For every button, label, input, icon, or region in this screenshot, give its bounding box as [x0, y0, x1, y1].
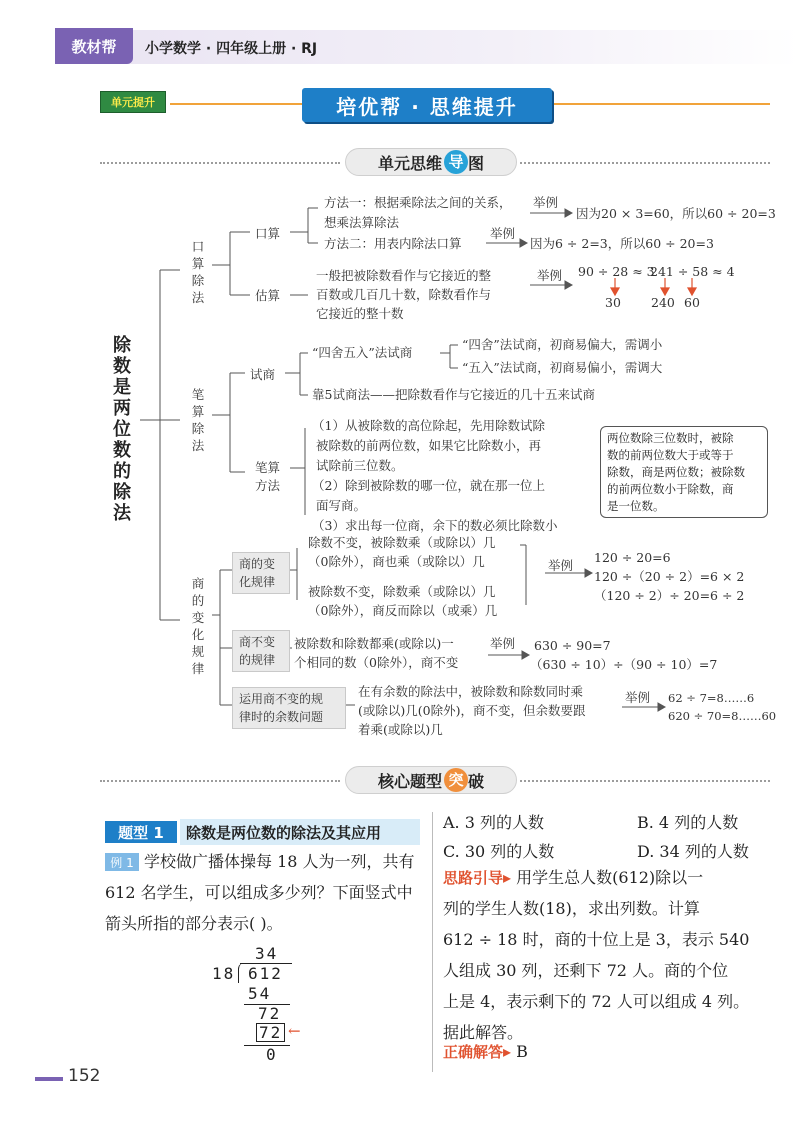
change-char-1: 商 — [191, 576, 205, 591]
guide-label: 思路引导 — [443, 869, 504, 887]
root-char-5: 位 — [113, 419, 131, 440]
question-line2: 612 名学生，可以组成多少列？下面竖式中 — [105, 883, 413, 902]
note-line4: 的前两位数小于除数，商 — [607, 482, 734, 496]
rule1-example-2: 120 ÷（20 ÷ 2）=6 × 2 — [594, 569, 745, 584]
guide-line3: 612 ÷ 18 时，商的十位上是 3，表示 540 — [443, 930, 750, 949]
book-title: 小学数学 · 四年级上册 · RJ — [145, 41, 318, 57]
rule2-example-1: 630 ÷ 90=7 — [534, 638, 611, 653]
division-step1: 54 — [248, 984, 272, 1003]
sishe-b: “五入”法试商，初商易偏小，需调大 — [462, 360, 663, 375]
division-remainder: 0 — [266, 1045, 276, 1064]
gusuan-label: 估算 — [255, 288, 281, 303]
guide-line5: 上是 4，表示剩下的 72 人可以组成 4 列。 — [443, 992, 750, 1011]
change-char-6: 律 — [191, 661, 205, 676]
core-header-h2: 破 — [468, 771, 485, 791]
core-header-h1: 突 — [444, 768, 468, 792]
written-branch-label — [191, 386, 205, 454]
example-tag: 例 1 — [105, 853, 139, 871]
question-line1: 学校做广播体操每 18 人为一列，共有 — [144, 852, 415, 871]
mindmap-header-text: 单元思维 — [377, 153, 442, 173]
step2-line1: （2）除到被除数的哪一位，就在那一位上 — [312, 478, 545, 493]
rule3-example-1: 62 ÷ 7=8……6 — [668, 691, 755, 705]
method1-example-tag: 举例 — [533, 195, 559, 210]
step1-line2: 被除数的前两位数，如果它比除数小，再 — [316, 438, 542, 453]
rule2-example-tag: 举例 — [490, 636, 516, 651]
root-char-4: 两 — [113, 398, 131, 419]
answer-label: 正确解答 — [443, 1043, 504, 1061]
note-line1: 两位数除三位数时，被除 — [607, 431, 734, 445]
bisuan-line1: 笔算 — [255, 460, 281, 475]
method2-line: 方法二：用表内除法口算 — [324, 236, 462, 251]
mindmap-header-h1: 导 — [444, 150, 468, 174]
root-char-7: 的 — [113, 461, 131, 482]
change-char-2: 的 — [191, 593, 205, 608]
answer-value: B — [516, 1042, 528, 1061]
rule2-line2: 个相同的数（0除外），商不变 — [294, 655, 459, 670]
type-tag: 题型 1 — [105, 821, 177, 843]
root-char-6: 数 — [113, 440, 131, 461]
est-example-b: 241 ÷ 58 ≈ 4 — [650, 264, 735, 279]
change-char-5: 规 — [191, 644, 205, 659]
rule1-box-line1: 商的变 — [239, 557, 276, 571]
unit-label: 单元提升 — [100, 91, 166, 113]
rule1-box — [232, 552, 290, 594]
answer-line — [443, 1036, 528, 1068]
note-callout — [600, 426, 768, 518]
headline-banner: 培优帮 · 思维提升 — [302, 88, 552, 122]
method1-result: 因为20 × 3=60，所以60 ÷ 20=3 — [576, 206, 776, 221]
rule1-b2: （0除外），商反而除以（或乘）几 — [308, 603, 498, 618]
sishe-a: “四舍”法试商，初商易偏大，需调小 — [462, 337, 663, 352]
note-line2: 数的前两位数大于或等于 — [607, 448, 734, 462]
core-dots-left — [100, 780, 340, 782]
mindmap-root — [108, 335, 136, 524]
rule1-box-line2: 化规律 — [239, 575, 276, 589]
rule3-line1: 在有余数的除法中，被除数和除数同时乘 — [358, 684, 584, 699]
footer-bar — [35, 1077, 63, 1081]
note-line3: 除数，商是两位数；被除数 — [607, 465, 745, 479]
change-char-3: 变 — [191, 610, 205, 625]
rule2-example-2: （630 ÷ 10）÷（90 ÷ 10）=7 — [530, 657, 718, 672]
rule3-example-2: 620 ÷ 70=8……60 — [668, 709, 777, 723]
step1-line3: 试除前三位数。 — [316, 458, 404, 473]
core-dots-right — [520, 780, 770, 782]
step3-line: （3）求出每一位商，余下的数必须比除数小 — [312, 518, 558, 533]
division-quotient: 34 — [255, 944, 279, 963]
division-dividend: 612 — [248, 964, 283, 983]
mindmap-header-h2: 图 — [468, 153, 485, 173]
rule2-box-line2: 的规律 — [239, 653, 276, 667]
root-char-2: 数 — [113, 356, 131, 377]
kao5-method: 靠5试商法——把除数看作与它接近的几十五来试商 — [312, 387, 595, 402]
rule2-box-line1: 商不变 — [239, 635, 276, 649]
rule1-example-3: （120 ÷ 2）÷ 20=6 ÷ 2 — [594, 588, 745, 603]
est-line1: 一般把被除数看作与它接近的整 — [316, 268, 492, 283]
rule3-line2: (或除以)几(0除外)，商不变，但余数要跟 — [358, 703, 586, 718]
step1-line1: （1）从被除数的高位除起，先用除数试除 — [312, 418, 545, 433]
rule3-example-tag: 举例 — [625, 690, 651, 705]
rule3-box — [232, 687, 346, 729]
sishe-method: “四舍五入”法试商 — [312, 345, 413, 360]
guide-arrow-icon: ▸ — [503, 868, 512, 887]
division-bracket — [238, 963, 245, 983]
shishang-label: 试商 — [250, 367, 276, 382]
change-branch-label — [191, 575, 205, 677]
pointer-arrow-icon: ← — [288, 1022, 301, 1040]
written-char-3: 除 — [191, 421, 205, 436]
option-a: A. 3 列的人数 — [443, 813, 544, 832]
brand-tab: 教材帮 — [55, 28, 133, 64]
option-c: C. 30 列的人数 — [443, 842, 555, 861]
guide-text1: 用学生总人数(612)除以一 — [516, 868, 704, 887]
rule1-example-1: 120 ÷ 20=6 — [594, 550, 671, 565]
question-line3: 箭头所指的部分表示( )。 — [105, 914, 283, 933]
option-d: D. 34 列的人数 — [637, 842, 749, 861]
rule3-line3: 着乘(或除以)几 — [358, 722, 443, 737]
guide-line4: 人组成 30 列，还剩下 72 人。商的个位 — [443, 961, 729, 980]
written-char-4: 法 — [191, 438, 205, 453]
oral-char-1: 口 — [191, 239, 205, 254]
step2-line2: 面写商。 — [316, 498, 367, 513]
oral-branch-label — [191, 238, 205, 306]
guide-line1 — [443, 862, 703, 894]
rule1-a1: 除数不变，被除数乘（或除以）几 — [308, 535, 496, 550]
root-char-8: 除 — [113, 482, 131, 503]
type-title: 除数是两位数的除法及其应用 — [180, 819, 420, 845]
written-char-2: 算 — [191, 404, 205, 419]
rule2-box — [232, 630, 290, 672]
bisuan-label — [255, 458, 280, 494]
written-char-1: 笔 — [191, 387, 205, 402]
method2-result: 因为6 ÷ 2=3，所以60 ÷ 20=3 — [530, 236, 714, 251]
est-value-60: 60 — [684, 295, 700, 310]
page-number: 152 — [68, 1066, 101, 1086]
core-header-text: 核心题型 — [377, 771, 442, 791]
change-char-4: 化 — [191, 627, 205, 642]
est-line2: 百数或几百几十数，除数看作与 — [316, 287, 492, 302]
rule1-example-tag: 举例 — [548, 558, 574, 573]
rule3-box-line1: 运用商不变的规 — [239, 692, 324, 706]
option-b: B. 4 列的人数 — [637, 813, 739, 832]
root-char-3: 是 — [113, 377, 131, 398]
method1-line1: 方法一：根据乘除法之间的关系， — [324, 195, 512, 210]
division-step3-boxed: 72 — [256, 1023, 285, 1042]
oral-char-3: 除 — [191, 273, 205, 288]
rule3-box-line2: 律时的余数问题 — [239, 710, 324, 724]
root-char-1: 除 — [113, 335, 131, 356]
guide-line2: 列的学生人数(18)，求出列数。计算 — [443, 899, 700, 918]
oral-char-4: 法 — [191, 290, 205, 305]
est-value-240: 240 — [651, 295, 675, 310]
est-example-tag: 举例 — [537, 268, 563, 283]
est-value-30: 30 — [605, 295, 621, 310]
root-char-9: 法 — [113, 503, 131, 524]
est-line3: 它接近的整十数 — [316, 306, 404, 321]
division-divisor: 18 — [212, 964, 236, 983]
column-divider — [432, 812, 433, 1072]
rule2-line1: 被除数和除数都乘(或除以)一 — [294, 636, 454, 651]
method1-line2: 想乘法算除法 — [324, 215, 400, 230]
oral-char-2: 算 — [191, 256, 205, 271]
bisuan-line2: 方法 — [255, 478, 281, 493]
core-header — [345, 766, 517, 794]
est-example-a: 90 ÷ 28 ≈ 3 — [578, 264, 655, 279]
rule1-a2: （0除外），商也乘（或除以）几 — [308, 554, 485, 569]
division-step2: 72 — [258, 1004, 282, 1023]
kousuan-label: 口算 — [255, 226, 281, 241]
guide-line6: 据此解答。 — [443, 1023, 524, 1042]
note-line5: 是一位数。 — [607, 499, 665, 513]
method2-example-tag: 举例 — [490, 226, 516, 241]
rule1-b1: 被除数不变，除数乘（或除以）几 — [308, 584, 496, 599]
answer-arrow-icon: ▸ — [503, 1042, 512, 1061]
